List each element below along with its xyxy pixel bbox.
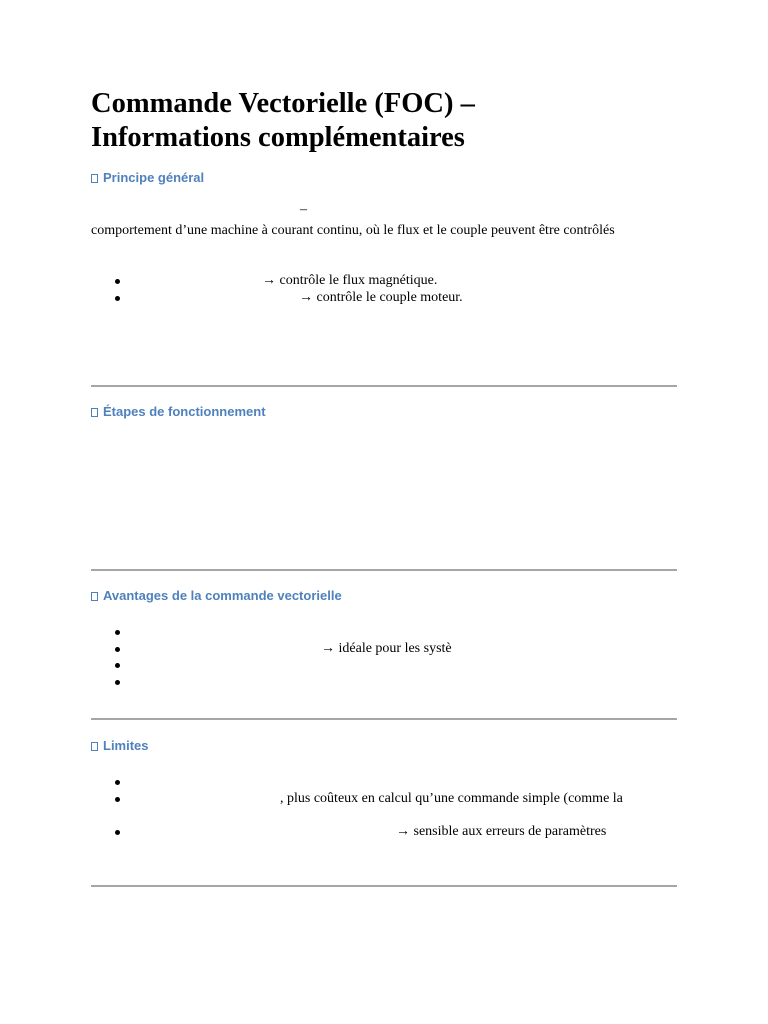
bullet-marker — [115, 663, 120, 668]
section-heading-limites-label: Limites — [103, 738, 149, 753]
section-heading-etapes — [91, 404, 266, 420]
section-heading-limites — [91, 738, 149, 754]
list-item-principe-1: → contrôle le flux magnétique. — [262, 273, 438, 288]
bullet-marker — [115, 647, 120, 652]
page-title-line-1: Commande Vectorielle (FOC) – — [91, 88, 475, 119]
principe-dash: – — [300, 202, 307, 217]
section-heading-avantages-label: Avantages de la commande vectorielle — [103, 588, 342, 603]
section-divider — [91, 885, 677, 887]
bullet-marker — [115, 296, 120, 301]
bullet-marker — [115, 680, 120, 685]
page-title-line-2: Informations complémentaires — [91, 122, 465, 153]
section-heading-principe — [91, 170, 204, 186]
section-divider — [91, 385, 677, 387]
bullet-marker — [115, 630, 120, 635]
list-item-limites-3: → sensible aux erreurs de paramètres — [396, 824, 607, 839]
principe-paragraph: comportement d’une machine à courant continu, où le flux et le couple peuvent être contrôlés — [91, 223, 615, 238]
list-item-principe-2: → contrôle le couple moteur. — [299, 290, 463, 305]
document-icon — [91, 174, 98, 183]
section-divider — [91, 718, 677, 720]
list-item-limites-2: , plus coûteux en calcul qu’une commande simple (comme la — [280, 791, 623, 806]
document-icon — [91, 408, 98, 417]
list-item-avantages-2: → idéale pour les systè — [321, 641, 452, 656]
bullet-marker — [115, 830, 120, 835]
section-heading-etapes-label: Étapes de fonctionnement — [103, 404, 266, 419]
bullet-marker — [115, 279, 120, 284]
bullet-marker — [115, 780, 120, 785]
bullet-marker — [115, 797, 120, 802]
document-icon — [91, 742, 98, 751]
section-divider — [91, 569, 677, 571]
document-icon — [91, 592, 98, 601]
section-heading-avantages — [91, 588, 342, 604]
section-heading-principe-label: Principe général — [103, 170, 205, 185]
